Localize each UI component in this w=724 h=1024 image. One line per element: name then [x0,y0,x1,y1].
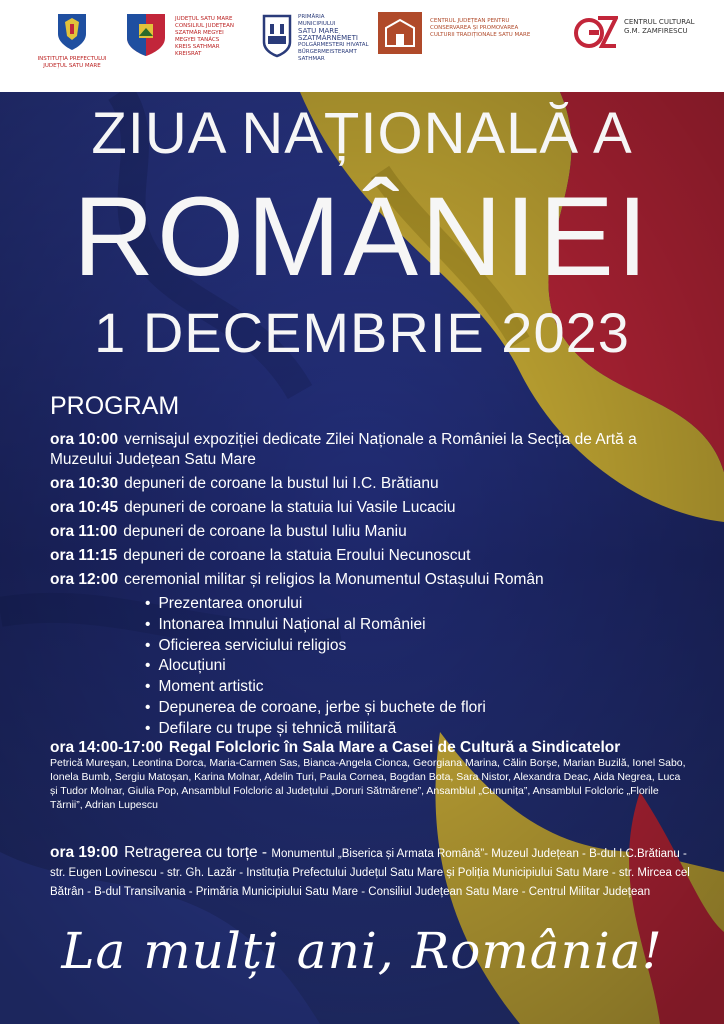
logo-line: INSTITUȚIA PREFECTULUI [37,56,107,62]
program-time: ora 10:00 [50,431,119,448]
logo-header [0,0,724,92]
program-item [50,498,690,518]
list-item: • Moment artistic [145,677,486,698]
program-text: depuneri de coroane la statuia lui Vasile Lucaciu [124,499,456,516]
logo-county-council [125,12,234,58]
program-text: Regal Folcloric în Sala Mare a Casei de Cultură a Sindicatelor [168,739,621,756]
logo-line: MUNICIPIULUI [298,21,336,27]
logo-line: PRIMĂRIA [298,14,325,20]
program-item [50,522,690,542]
logo-line: SZATMÁRNÉMETI [298,34,358,42]
program-text: depuneri de coroane la bustul lui I.C. Brătianu [124,475,439,492]
torch-route: Monumentul „Biserica și Armata Română”- Muzeul Județean - B-dul I.C.Brătianu - str. Eugen Lovinescu - str. Gh. Lazăr - Instituția Prefectului Județul Satu Mare și Poliția Municipiului Satu Mare - str. Mircea cel Bătrân - B-dul Transilvania - Primăria Municipiului Satu Mare - Consiliul Județean Satu Mare - Centrul Militar Județean [50,848,690,898]
program-time: ora 11:15 [50,547,118,564]
program-text: vernisajul expoziției dedicate Zilei Naționale a României la Secția de Artă a Muzeului Județean Satu Mare [50,431,637,468]
list-item: • Prezentarea onorului [145,594,486,615]
city-icon [262,12,292,58]
logo-line: CONSILIUL JUDEȚEAN [175,23,234,29]
program-text: depuneri de coroane la bustul Iuliu Maniu [123,523,407,540]
logo-line: CULTURII TRADIȚIONALE SATU MARE [430,32,531,38]
logo-line: CENTRUL CULTURAL [624,18,695,26]
logo-line: SZATMÁR MEGYEI [175,30,224,36]
list-item: • Alocuțiuni [145,656,486,677]
logo-line: G.M. ZAMFIRESCU [624,27,688,35]
logo-line: MEGYEI TANÁCS [175,37,220,43]
logo-culture-center [378,12,530,54]
logo-prefecture [37,12,107,70]
logo-line: JUDEȚUL SATU MARE [43,63,101,69]
logo-line: CONSERVAREA ȘI PROMOVAREA [430,25,519,31]
list-item: • Depunerea de coroane, jerbe și buchete de flori [145,698,486,719]
footer-greeting: La mulți ani, România! [61,922,663,980]
gmz-icon [572,12,618,52]
title-line-1: ZIUA NAȚIONALĂ A [91,101,633,166]
poster-content [0,92,724,1024]
program-time: ora 12:00 [50,571,119,588]
performers-list: Petrică Mureșan, Leontina Dorca, Maria-Carmen Sas, Bianca-Angela Cionca, Georgiana Marina, Călin Borșe, Marian Buzilă, Ionel Sabo, Ionela Bumb, Sergiu Matoșan, Karina Molnar, Adelin Turi, Paula Cornea, Bogdan Bota, Sara Nistor, Alexandra Deac, Aida Negrea, Luca și Tudor Molnar, Giulia Pop, Ansamblul Folcloric al Județului „Doruri Sătmărene”, Ansamblul „Cununița”, Ansamblul Folcloric „Florile Tărnii”, Adrian Lupescu [50,757,686,811]
program-time: ora 11:00 [50,523,118,540]
program-item [50,570,690,590]
logo-line: BÜRGERMEISTERAMT [298,49,357,55]
title-line-2: ROMÂNIEI [73,174,651,299]
logo-line: SATU MARE [298,27,339,35]
title-date: 1 DECEMBRIE 2023 [94,301,630,364]
program-item-gala [50,738,690,758]
program-time: ora 10:45 [50,499,119,516]
program-text: ceremonial militar și religios la Monumentul Ostașului Român [124,571,544,588]
program-item-torch [50,844,690,901]
program-item [50,430,690,470]
logo-line: SATHMAR [298,56,325,62]
culture-center-icon [378,12,422,54]
program-time: ora 10:30 [50,475,119,492]
program-heading: PROGRAM [50,392,180,420]
program-item [50,474,690,494]
logo-cultural-center-gmz [572,12,695,52]
county-council-icon [125,12,167,58]
program-time: ora 19:00 [50,844,119,861]
list-item: • Defilare cu trupe și tehnică militară [145,719,486,740]
program-text: depuneri de coroane la statuia Eroului Necunoscut [123,547,471,564]
list-item: • Oficierea serviciului religios [145,636,486,657]
logo-city-hall [262,12,369,63]
logo-line: CENTRUL JUDEȚEAN PENTRU [430,18,510,24]
program-text: Retragerea cu torțe - [124,844,268,861]
logo-line: POLGÁRMESTERI HIVATAL [298,42,369,48]
list-item: • Intonarea Imnului Național al României [145,615,486,636]
logo-line: KREISRAT [175,51,202,57]
logo-line: JUDEȚUL SATU MARE [175,16,233,22]
logo-line: KREIS SATHMAR [175,44,220,50]
coat-of-arms-icon [55,12,89,52]
program-time: ora 14:00-17:00 [50,739,163,756]
ceremony-list [145,594,486,740]
program-item [50,546,690,566]
